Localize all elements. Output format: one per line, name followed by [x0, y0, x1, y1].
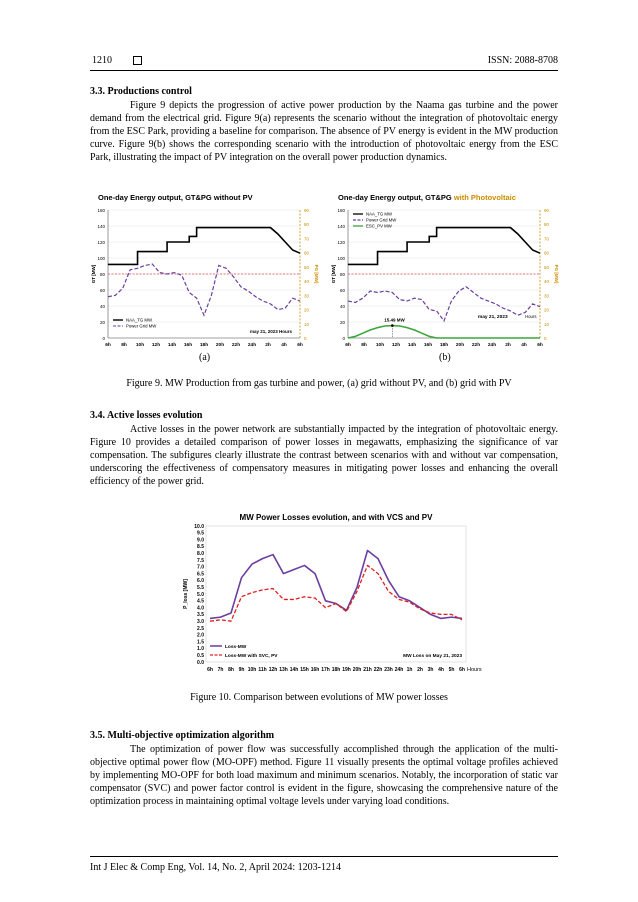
- y-tick-label: 9.0: [197, 537, 204, 544]
- x-tick-label: 22h: [471, 343, 481, 348]
- x-tick-label: 5h: [448, 667, 455, 673]
- y-axis-label: P_loss [MW]: [183, 579, 189, 609]
- y2-tick-label: 20: [304, 307, 310, 313]
- x-tick-label: 14h: [167, 343, 177, 348]
- y2-tick-label: 10: [304, 321, 310, 327]
- y2-tick-label: 0: [544, 336, 547, 341]
- x-tick-label: 24h: [247, 343, 257, 348]
- hours-label: Hours: [525, 314, 537, 319]
- paragraph-text: Figure 9 depicts the progression of active power production by the Naama gas turbine and the power demand from the electrical grid. Figure 9(a) represents the scenario without the integration of photovoltaic energy from the ESC Park, providing a baseline for comparison. The absence of PV energy is evident in the MW production curve. Figure 9(b) shows the corresponding scenario with the introduction of photovoltaic energy from the ESC Park, illustrating the impact of PV integration on the overall power production dynamics.: [90, 100, 558, 163]
- x-tick-label: 15h: [300, 667, 309, 673]
- header-rule: [90, 70, 558, 71]
- y2-tick-label: 40: [304, 279, 310, 285]
- x-tick-label: 14h: [407, 343, 417, 348]
- figure-10-caption: Figure 10. Comparison between evolutions of MW power losses: [190, 692, 448, 703]
- x-tick-label: 18h: [331, 667, 341, 673]
- y-tick-label: 160: [97, 208, 105, 213]
- y-tick-label: 100: [97, 256, 105, 261]
- y2-axis-label: PG [MW]: [554, 264, 559, 284]
- y-tick-label: 8.0: [197, 551, 204, 557]
- figure-9a-label: (a): [199, 352, 211, 363]
- legend-label: NAA_TG MW: [366, 211, 393, 217]
- chart-title: [338, 193, 516, 202]
- y-tick-label: 0: [102, 336, 105, 341]
- y-tick-label: 80: [99, 272, 105, 277]
- x-tick-label: 6h: [105, 343, 111, 348]
- x-tick-label: 16h: [183, 343, 193, 348]
- x-tick-label: 23h: [384, 667, 393, 673]
- chart-title: One-day Energy output, GT&PG without PV: [98, 193, 253, 202]
- y-tick-label: 2.5: [197, 625, 204, 632]
- y-tick-label: 40: [339, 304, 345, 309]
- x-tick-label: 24h: [394, 667, 404, 673]
- x-tick-label: 1h: [406, 667, 413, 673]
- x-tick-label: 6h: [297, 343, 303, 348]
- x-tick-label: 18h: [439, 343, 449, 348]
- y-tick-label: 1.0: [197, 646, 204, 653]
- footer-rule: [90, 856, 558, 857]
- x-tick-label: 8h: [361, 343, 367, 348]
- section-heading-3-3: 3.3. Productions control: [90, 86, 192, 97]
- section-paragraph-3-3: [90, 99, 558, 164]
- y-tick-label: 6.5: [197, 571, 204, 578]
- y2-axis-label: PG [MW]: [314, 264, 319, 284]
- x-tick-label: 2h: [265, 343, 271, 348]
- y-tick-label: 100: [337, 256, 345, 261]
- figure-10-chart: [178, 510, 482, 680]
- y-tick-label: 60: [99, 288, 105, 293]
- y-tick-label: 40: [99, 304, 105, 309]
- x-tick-label: 16h: [423, 343, 433, 348]
- y2-tick-label: 80: [544, 222, 550, 228]
- x-tick-label: 6h: [537, 343, 543, 348]
- x-tick-label: 17h: [321, 667, 330, 673]
- y-tick-label: 160: [337, 208, 345, 213]
- y2-tick-label: 60: [544, 250, 550, 256]
- x-tick-label: 6h: [207, 667, 213, 673]
- x-axis-label: Hours: [467, 667, 482, 673]
- legend-label: Power Grid MW: [366, 217, 397, 223]
- paragraph-text: The optimization of power flow was successfully accomplished through the application of the multi-objective optimal power flow (MO-OPF) method. Figure 11 visually presents the optimal voltage profiles achieved by implementing MO-OPF for both load maximum and minimum scenarios. Notably, the incorporation of static var compensator (SVC) and power factor control is evident in the figure, showcasing the comprehensive nature of the optimization process in maintaining optimal voltage levels under varying load conditions.: [90, 744, 558, 807]
- issn: ISSN: 2088-8708: [487, 55, 558, 66]
- x-tick-label: 4h: [281, 343, 287, 348]
- y-tick-label: 20: [339, 320, 345, 325]
- y-tick-label: 2.0: [197, 632, 204, 639]
- y-tick-label: 0.5: [197, 653, 204, 659]
- y-tick-label: 3.0: [197, 619, 204, 625]
- y2-tick-label: 0: [304, 336, 307, 341]
- x-tick-label: 8h: [228, 667, 234, 673]
- x-tick-label: 13h: [279, 667, 288, 673]
- section-heading-3-5: 3.5. Multi-objective optimization algorithm: [90, 730, 275, 741]
- y-tick-label: 80: [339, 272, 345, 277]
- y-tick-label: 120: [97, 240, 105, 245]
- x-tick-label: 11h: [258, 667, 267, 673]
- y-tick-label: 1.5: [197, 639, 204, 646]
- section-paragraph-3-4: [90, 423, 558, 488]
- title-part-highlight: with Photovoltaic: [453, 193, 516, 202]
- x-tick-label: 4h: [521, 343, 527, 348]
- y-tick-label: 9.5: [197, 530, 204, 537]
- x-tick-label: 20h: [455, 343, 465, 348]
- y2-tick-label: 30: [304, 293, 310, 299]
- y2-tick-label: 10: [544, 321, 550, 327]
- x-tick-label: 3h: [427, 667, 434, 673]
- y-tick-label: 5.5: [197, 585, 204, 591]
- y2-tick-label: 20: [544, 307, 550, 313]
- x-tick-label: 24h: [487, 343, 497, 348]
- figure-9-caption: Figure 9. MW Production from gas turbine and power, (a) grid without PV, and (b) grid with PV: [126, 378, 512, 389]
- x-tick-label: 10h: [247, 667, 257, 673]
- y2-tick-label: 90: [544, 208, 550, 213]
- paragraph-text: Active losses in the power network are substantially impacted by the integration of photovoltaic energy. Figure 10 provides a detailed comparison of power losses in megawatts, emphasizing the significance of var compensation. The subfigures clearly illustrate the contrast between scenarios with and without var compensation, underscoring the effectiveness of compensatory measures in mitigating power losses and enhancing the overall efficiency of the power grid.: [90, 424, 558, 487]
- x-tick-label: 4h: [438, 667, 444, 673]
- y-tick-label: 3.5: [197, 612, 204, 619]
- y-tick-label: 140: [337, 224, 345, 229]
- series-line-esc-pv-mw: [348, 326, 540, 338]
- y-tick-label: 4.0: [197, 605, 204, 612]
- series-line-power-grid-mw: [348, 287, 540, 321]
- y-tick-label: 120: [337, 240, 345, 245]
- x-tick-label: 2h: [417, 667, 423, 673]
- x-tick-label: 21h: [363, 667, 372, 673]
- y-tick-label: 0.0: [197, 659, 204, 666]
- y2-tick-label: 50: [304, 264, 310, 270]
- square-icon: [133, 56, 142, 65]
- section-paragraph-3-5: [90, 743, 558, 808]
- figure-9b-label: (b): [439, 352, 451, 363]
- y2-tick-label: 80: [304, 222, 310, 228]
- y2-tick-label: 70: [304, 236, 310, 242]
- y2-tick-label: 30: [544, 293, 550, 299]
- y-tick-label: 6.0: [197, 578, 204, 585]
- figure-9a-chart: [86, 188, 324, 354]
- y-axis-label: GT [MW]: [91, 264, 96, 284]
- x-tick-label: 20h: [215, 343, 225, 348]
- y-tick-label: 8.5: [197, 544, 204, 551]
- y-tick-label: 7.0: [197, 564, 204, 571]
- x-tick-label: 8h: [121, 343, 127, 348]
- pv-peak-label: 15.49 MW: [384, 317, 405, 323]
- y-tick-label: 4.5: [197, 598, 204, 605]
- y-tick-label: 60: [339, 288, 345, 293]
- x-tick-label: 6h: [345, 343, 351, 348]
- y2-tick-label: 40: [544, 279, 550, 285]
- legend-label: Loss-MW with SVC, PV: [225, 653, 278, 659]
- x-tick-label: 9h: [238, 667, 245, 673]
- x-tick-label: 10h: [375, 343, 385, 348]
- series-line-naa-tg-mw: [348, 228, 540, 265]
- x-tick-label: 22h: [231, 343, 241, 348]
- title-part: One-day Energy output, GT&PG: [338, 193, 454, 202]
- x-tick-label: 19h: [342, 667, 351, 673]
- y-axis-label: GT [MW]: [331, 264, 336, 284]
- chart-annotation: MW Loss on May 21, 2023: [403, 654, 462, 659]
- x-tick-label: 18h: [199, 343, 209, 348]
- legend-label: Loss-MW: [225, 644, 247, 650]
- chart-annotation: may 21, 2023: [478, 315, 508, 320]
- x-tick-label: 12h: [391, 343, 401, 348]
- y2-tick-label: 60: [304, 250, 310, 256]
- y-tick-label: 5.0: [197, 591, 204, 598]
- y2-tick-label: 50: [544, 264, 550, 270]
- y-tick-label: 20: [99, 320, 105, 325]
- series-line-power-grid-mw: [108, 264, 300, 315]
- x-tick-label: 2h: [505, 343, 511, 348]
- figure-9b-chart: [326, 188, 564, 354]
- plot-area: [206, 526, 466, 662]
- x-tick-label: 7h: [217, 667, 224, 673]
- page-number: 1210: [92, 55, 112, 66]
- x-tick-label: 14h: [289, 667, 299, 673]
- section-heading-3-4: 3.4. Active losses evolution: [90, 410, 203, 421]
- legend-label: Power Grid MW: [126, 323, 157, 329]
- y-tick-label: 140: [97, 224, 105, 229]
- x-tick-label: 10h: [135, 343, 145, 348]
- series-line-naa-tg-mw: [108, 228, 300, 265]
- y-tick-label: 10.0: [194, 523, 204, 530]
- x-tick-label: 12h: [151, 343, 161, 348]
- chart-annotation: may 21, 2023 Hours: [250, 329, 293, 334]
- x-tick-label: 20h: [352, 667, 362, 673]
- x-tick-label: 12h: [268, 667, 278, 673]
- y2-tick-label: 90: [304, 208, 310, 213]
- legend-label: ESC_PV MW: [366, 223, 392, 229]
- y-tick-label: 0: [342, 336, 345, 341]
- x-tick-label: 22h: [373, 667, 383, 673]
- legend-label: NAA_TG MW: [126, 317, 153, 323]
- x-tick-label: 6h: [459, 667, 465, 673]
- chart-title: MW Power Losses evolution, and with VCS and PV: [239, 513, 433, 522]
- y-tick-label: 7.5: [197, 557, 204, 564]
- page-footer: Int J Elec & Comp Eng, Vol. 14, No. 2, April 2024: 1203-1214: [90, 862, 342, 873]
- x-tick-label: 16h: [310, 667, 320, 673]
- y2-tick-label: 70: [544, 236, 550, 242]
